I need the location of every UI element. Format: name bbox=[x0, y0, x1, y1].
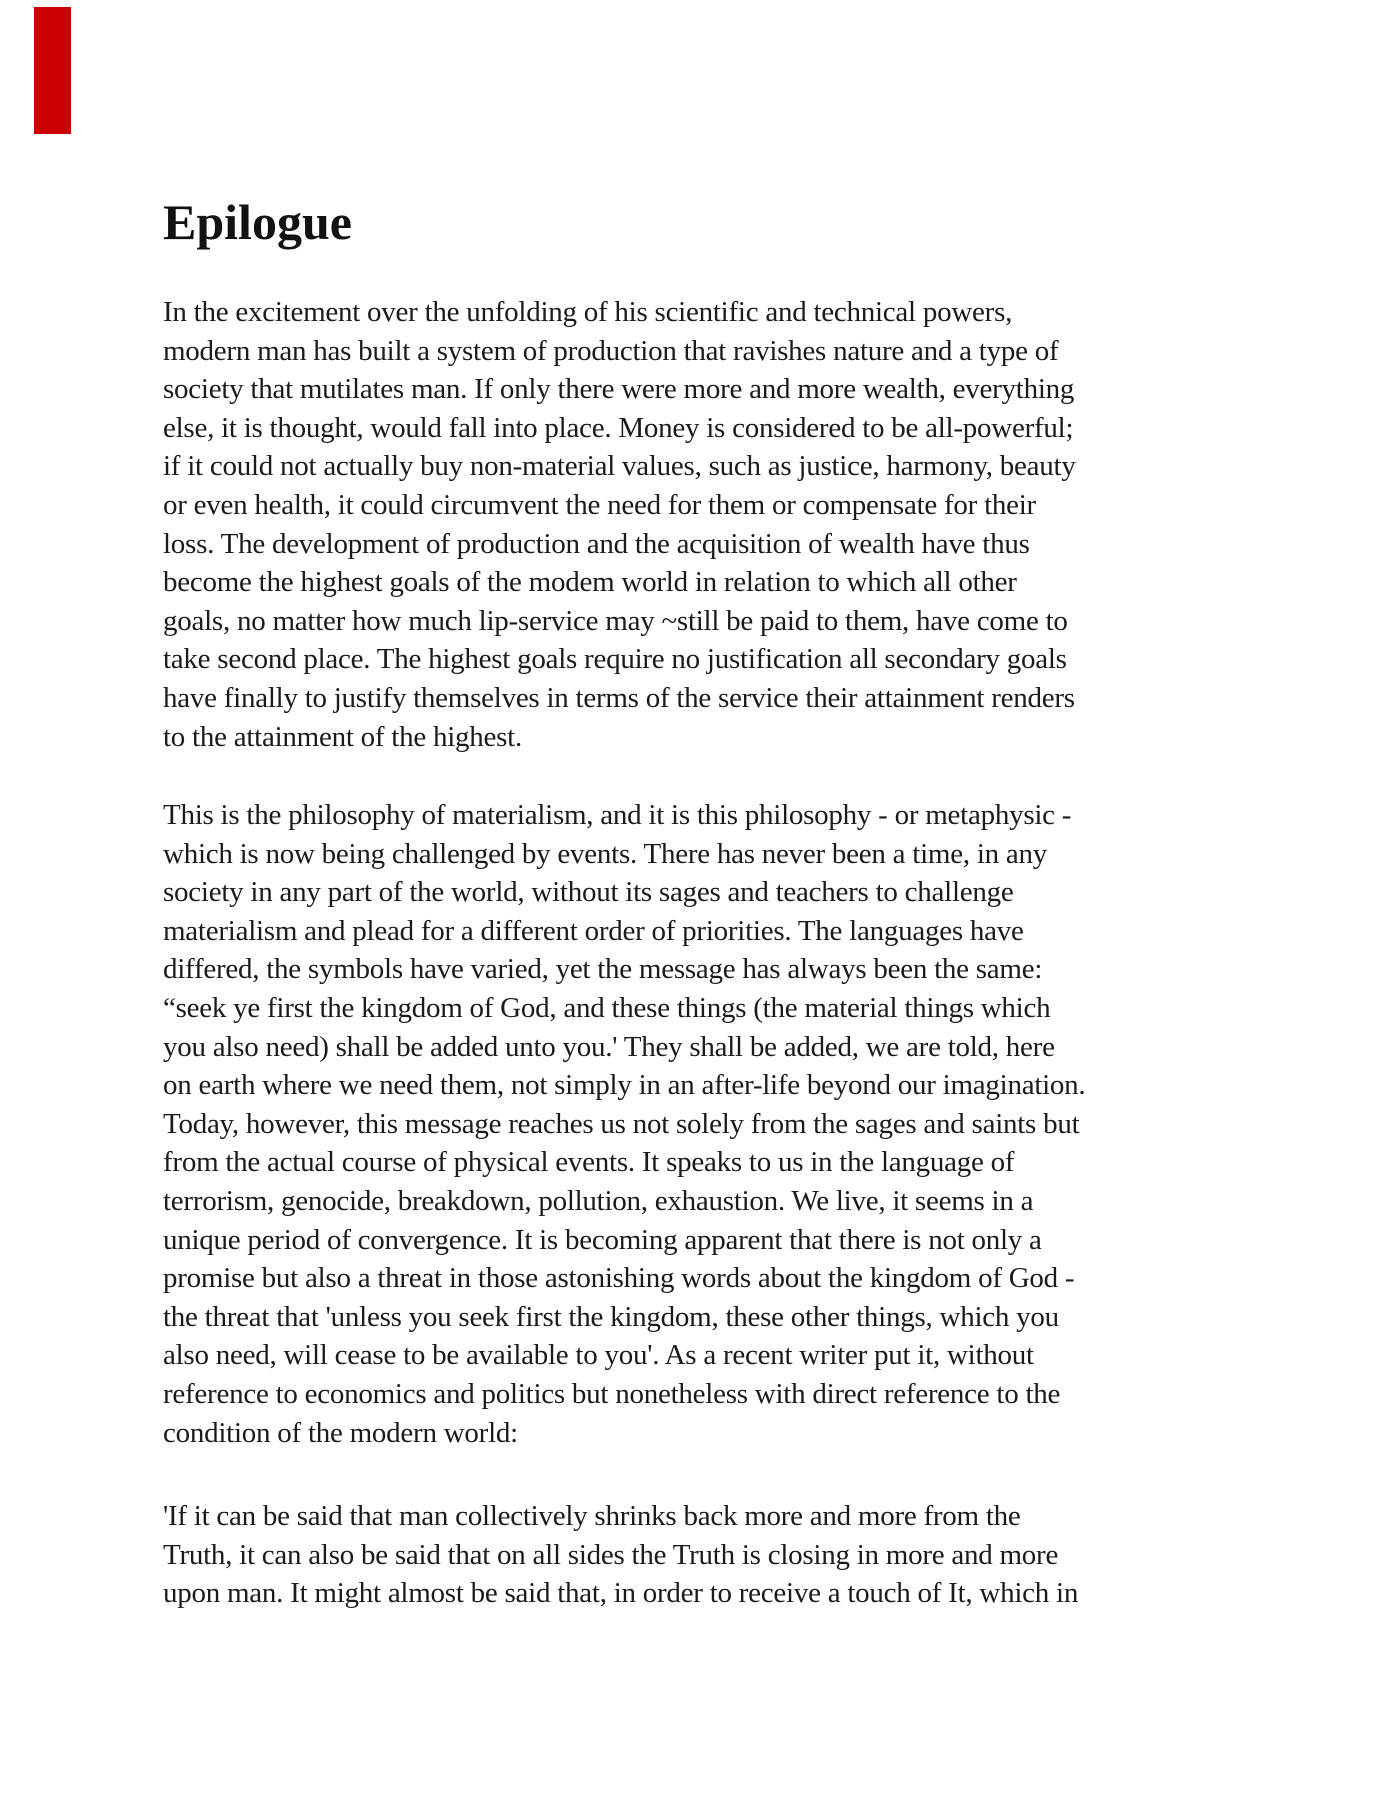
text-line: In the excitement over the unfolding of his scientific and technical powers, bbox=[163, 296, 1013, 328]
text-line: Truth, it can also be said that on all sides the Truth is closing in more and more bbox=[163, 1538, 1059, 1571]
text-line: you also need) shall be added unto you.' They shall be added, we are told, here bbox=[163, 1030, 1055, 1063]
text-line: society in any part of the world, without its sages and teachers to challenge bbox=[163, 876, 1014, 909]
text-line: also need, will cease to be available to you'. As a recent writer put it, without bbox=[163, 1339, 1034, 1372]
text-line: condition of the modern world: bbox=[163, 1416, 518, 1449]
text-line: 'If it can be said that man collectively shrinks back more and more from the bbox=[163, 1500, 1021, 1532]
text-line: have finally to justify themselves in terms of the service their attainment renders bbox=[163, 681, 1075, 714]
paragraph bbox=[163, 293, 1238, 756]
paragraph bbox=[163, 1497, 1238, 1613]
text-line: reference to economics and politics but nonetheless with direct reference to the bbox=[163, 1377, 1061, 1410]
text-line: unique period of convergence. It is becoming apparent that there is not only a bbox=[163, 1223, 1042, 1256]
text-line: Today, however, this message reaches us not solely from the sages and saints but bbox=[163, 1107, 1080, 1140]
text-line: modern man has built a system of production that ravishes nature and a type of bbox=[163, 334, 1059, 367]
text-line: terrorism, genocide, breakdown, pollution, exhaustion. We live, it seems in a bbox=[163, 1184, 1034, 1217]
text-line: from the actual course of physical events. It speaks to us in the language of bbox=[163, 1146, 1015, 1179]
text-line: which is now being challenged by events. There has never been a time, in any bbox=[163, 837, 1048, 870]
text-line: society that mutilates man. If only there were more and more wealth, everything bbox=[163, 373, 1075, 406]
text-line: or even health, it could circumvent the need for them or compensate for their bbox=[163, 488, 1036, 521]
text-line: This is the philosophy of materialism, and it is this philosophy - or metaphysic - bbox=[163, 799, 1072, 831]
text-line: goals, no matter how much lip-service may ~still be paid to them, have come to bbox=[163, 604, 1068, 637]
text-line: take second place. The highest goals require no justification all secondary goals bbox=[163, 643, 1067, 676]
paragraph bbox=[163, 796, 1238, 1452]
page-title: Epilogue bbox=[163, 194, 352, 250]
text-line: “seek ye first the kingdom of God, and these things (the material things which bbox=[163, 991, 1051, 1024]
text-line: else, it is thought, would fall into place. Money is considered to be all-powerful; bbox=[163, 411, 1074, 444]
text-line: become the highest goals of the modem world in relation to which all other bbox=[163, 566, 1017, 599]
text-line: promise but also a threat in those astonishing words about the kingdom of God - bbox=[163, 1262, 1075, 1295]
text-line: to the attainment of the highest. bbox=[163, 720, 522, 753]
text-line: differed, the symbols have varied, yet the message has always been the same: bbox=[163, 953, 1043, 986]
text-line: loss. The development of production and the acquisition of wealth have thus bbox=[163, 527, 1030, 560]
red-pen-mark bbox=[34, 7, 71, 134]
text-line: the threat that 'unless you seek first the kingdom, these other things, which you bbox=[163, 1300, 1059, 1333]
text-line: if it could not actually buy non-material values, such as justice, harmony, beauty bbox=[163, 450, 1076, 483]
text-line: upon man. It might almost be said that, in order to receive a touch of It, which in bbox=[163, 1577, 1079, 1610]
text-line: on earth where we need them, not simply in an after-life beyond our imagination. bbox=[163, 1069, 1086, 1102]
text-line: materialism and plead for a different order of priorities. The languages have bbox=[163, 914, 1024, 947]
